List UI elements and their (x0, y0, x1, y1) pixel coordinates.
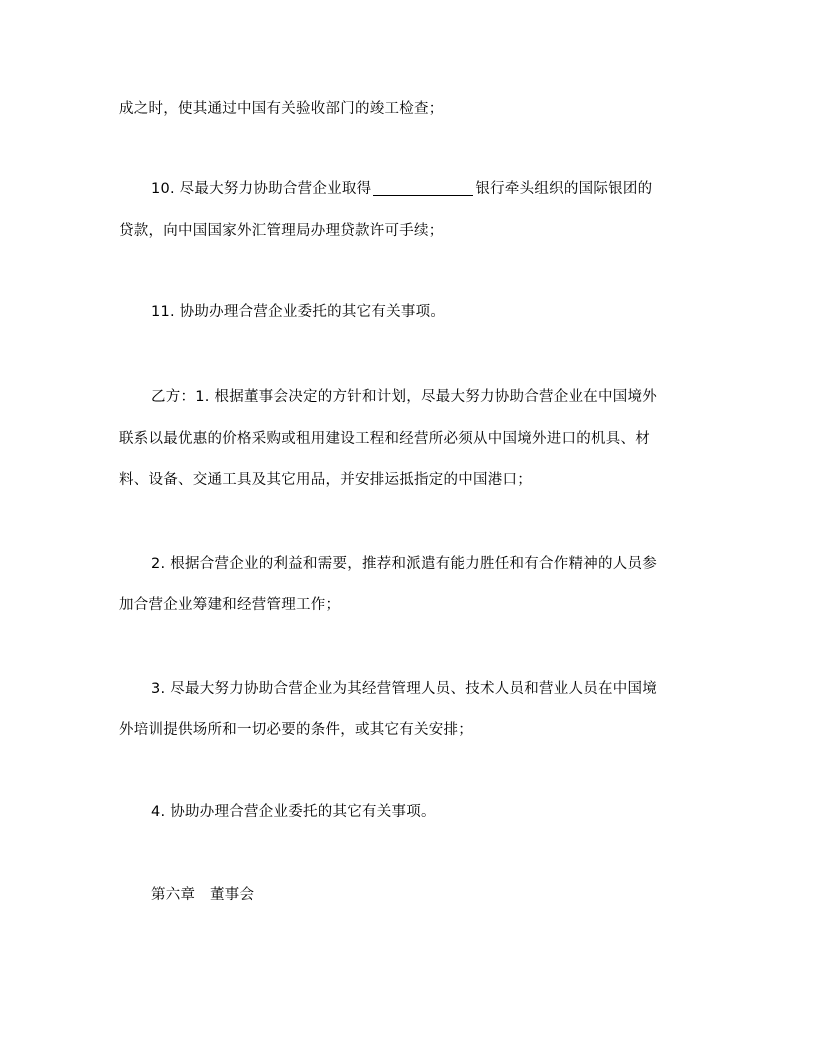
party-b-item-3-line-2: 外培训提供场所和一切必要的条件，或其它有关安排； (119, 722, 473, 738)
party-b-item-1-line-2: 联系以最优惠的价格采购或租用建设工程和经营所必须从中国境外进口的机具、材 (119, 431, 650, 447)
item-11: 11. 协助办理合营企业委托的其它有关事项。 (151, 304, 446, 320)
fill-in-blank (373, 178, 473, 196)
item-10-line-1 (151, 175, 652, 203)
item-10-line-2: 贷款，向中国国家外汇管理局办理贷款许可手续； (119, 223, 444, 239)
item-10-text-start: 10. 尽最大努力协助合营企业取得 (151, 181, 372, 197)
chapter-heading: 第六章 董事会 (151, 887, 255, 903)
party-b-item-2-line-1: 2. 根据合营企业的利益和需要，推荐和派遣有能力胜任和有合作精神的人员参 (151, 556, 657, 572)
party-b-item-4: 4. 协助办理合营企业委托的其它有关事项。 (151, 804, 436, 820)
paragraph-line: 成之时，使其通过中国有关验收部门的竣工检查； (119, 101, 444, 117)
item-10-text-end: 银行牵头组织的国际银团的 (475, 181, 653, 197)
party-b-item-1-line-1: 乙方：1. 根据董事会决定的方针和计划，尽最大努力协助合营企业在中国境外 (151, 389, 657, 405)
party-b-item-3-line-1: 3. 尽最大努力协助合营企业为其经营管理人员、技术人员和营业人员在中国境 (151, 681, 657, 697)
party-b-item-1-line-3: 料、设备、交通工具及其它用品，并安排运抵指定的中国港口； (119, 472, 532, 488)
party-b-item-2-line-2: 加合营企业筹建和经营管理工作； (119, 597, 341, 613)
